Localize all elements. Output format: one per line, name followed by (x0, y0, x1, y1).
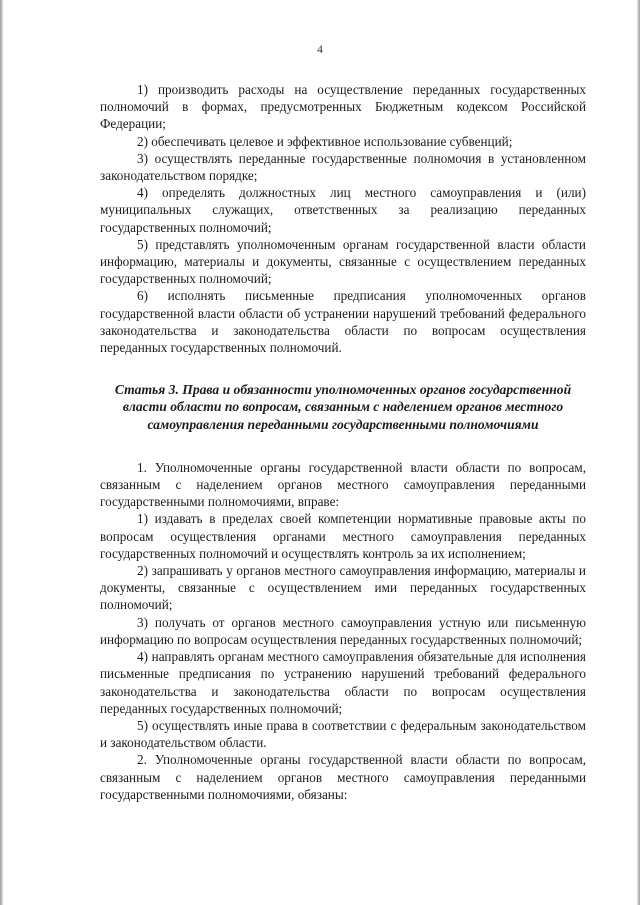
section-1-intro: 1. Уполномоченные органы государственной власти области по вопросам, связанным с наделением органов местного самоуправления переданными государственными полномочиями, вправе: (100, 459, 586, 510)
list-item: 2) обеспечивать целевое и эффективное использование субвенций; (137, 133, 513, 149)
list-item: 3) получать от органов местного самоуправления устную или письменную информацию по вопросам осуществления переданных государственных полномочий; (100, 614, 586, 647)
list-item: 4) направлять органам местного самоуправления обязательные для исполнения письменные предписания по устранению нарушений требований федерального законодательства и законодательства области по вопросам осуществления переданных государственных полномочий; (100, 649, 586, 716)
list-item: 4) определять должностных лиц местного самоуправления и (или) муниципальных служащих, ответственных за реализацию переданных государственных полномочий; (100, 185, 586, 235)
page-number: 4 (317, 44, 323, 56)
article-heading: Статья 3. Права и обязанности уполномоченных органов государственной власти области по вопросам, связанным с наделением органов местного самоуправления переданными государственными полномочиями (114, 382, 572, 432)
list-item: 2) запрашивать у органов местного самоуправления информацию, материалы и документы, связанные с осуществлением ими переданных государственных полномочий; (100, 563, 586, 613)
section-2-intro: 2. Уполномоченные органы государственной власти области по вопросам, связанным с наделением органов местного самоуправления переданными государственными полномочиями, обязаны: (100, 752, 586, 802)
list-item: 1) производить расходы на осуществление переданных государственных полномочий в формах, предусмотренных Бюджетным кодексом Российской Федерации; (100, 82, 586, 132)
list-item: 3) осуществлять переданные государственные полномочия в установленном законодательством порядке; (100, 150, 586, 184)
list-item: 5) осуществлять иные права в соответствии с федеральным законодательством и законодательством области. (100, 717, 586, 751)
scan-edge-left (0, 0, 3, 905)
list-item: 6) исполнять письменные предписания уполномоченных органов государственной власти области об устранении нарушений требований федерального законодательства и законодательства области по вопросам осуществления переданных государственных полномочий. (100, 288, 586, 356)
document-body (100, 81, 586, 803)
list-item: 1) издавать в пределах своей компетенции нормативные правовые акты по вопросам осуществления органами местного самоуправления переданных государственных полномочий и осуществлять контроль за их исполнением; (100, 511, 586, 561)
list-item: 5) представлять уполномоченным органам государственной власти области информацию, материалы и документы, связанные с осуществлением переданных государственных полномочий; (100, 236, 586, 287)
